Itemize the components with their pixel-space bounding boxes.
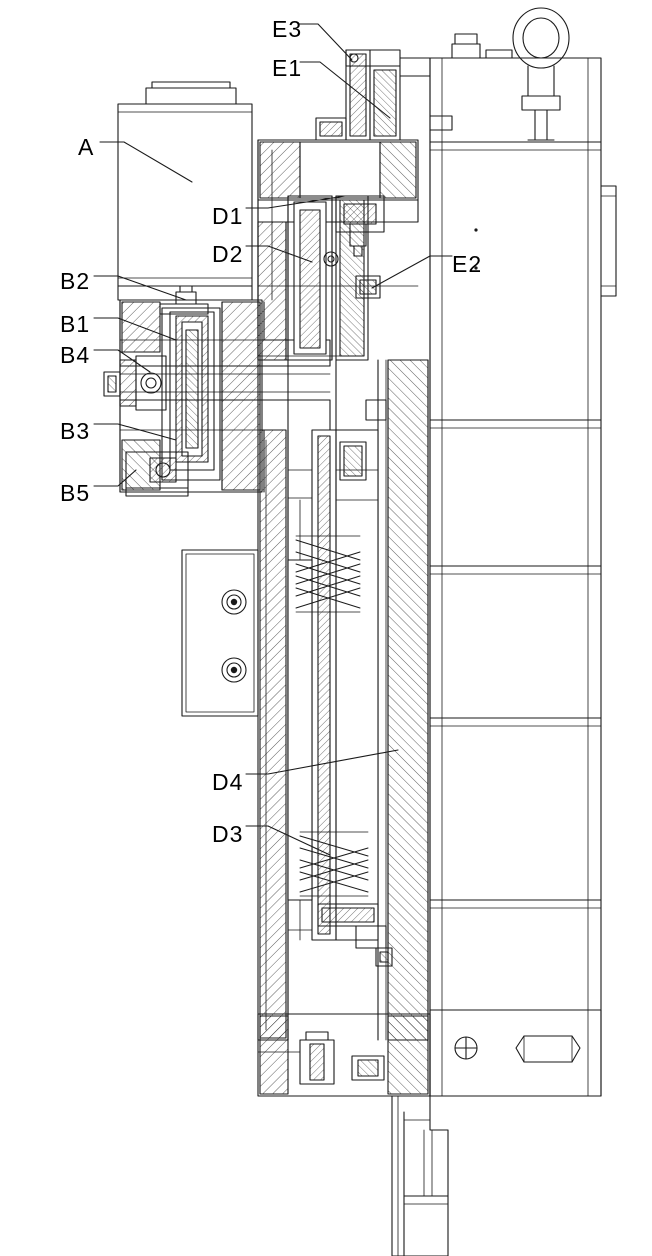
spindle-housing-D (258, 50, 430, 1040)
callout-label-D4: D4 (212, 769, 244, 795)
callout-label-D3: D3 (212, 821, 244, 847)
valve-block-A (118, 82, 252, 316)
callout-label-B5: B5 (60, 480, 91, 506)
leader-B2 (94, 276, 186, 300)
leader-A (100, 142, 192, 182)
callout-label-A: A (78, 134, 95, 160)
motor-body (430, 8, 616, 1096)
callout-label-B3: B3 (60, 418, 91, 444)
leader-E2 (372, 256, 452, 288)
base-block (258, 1014, 430, 1096)
callout-label-D1: D1 (212, 203, 244, 229)
callout-label-B4: B4 (60, 342, 91, 368)
callout-label-E3: E3 (272, 16, 303, 42)
callout-label-B2: B2 (60, 268, 91, 294)
callout-label-D2: D2 (212, 241, 244, 267)
callout-label-E2: E2 (452, 251, 483, 277)
mount-bracket (182, 550, 258, 716)
leader-E3 (300, 24, 352, 60)
tool-shank (392, 1096, 448, 1256)
callout-label-E1: E1 (272, 55, 303, 81)
callout-label-B1: B1 (60, 311, 91, 337)
